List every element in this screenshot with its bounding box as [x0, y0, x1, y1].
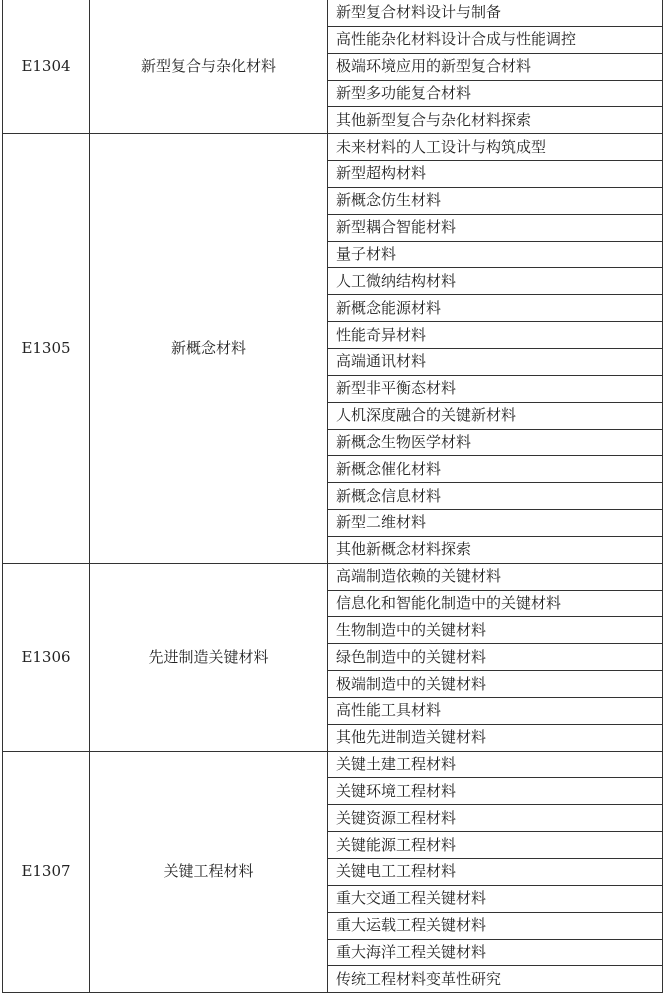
group-code: E1307 [3, 751, 90, 993]
subitem: 关键环境工程材料 [328, 778, 663, 805]
table-row [3, 134, 663, 161]
subitem: 未来材料的人工设计与构筑成型 [328, 134, 663, 161]
group-code: E1304 [3, 0, 90, 134]
subitem: 关键能源工程材料 [328, 832, 663, 859]
table-row [3, 563, 663, 590]
subitem: 重大海洋工程关键材料 [328, 939, 663, 966]
subitem: 其他先进制造关键材料 [328, 724, 663, 751]
subitem: 其他新型复合与杂化材料探索 [328, 107, 663, 134]
subitem: 高性能杂化材料设计合成与性能调控 [328, 26, 663, 53]
subitem: 关键电工工程材料 [328, 859, 663, 886]
subitem: 量子材料 [328, 241, 663, 268]
subitem: 传统工程材料变革性研究 [328, 966, 663, 993]
subitem: 新概念仿生材料 [328, 187, 663, 214]
table-row [3, 0, 663, 26]
subitem: 重大运载工程关键材料 [328, 912, 663, 939]
subitem: 关键资源工程材料 [328, 805, 663, 832]
group-name: 新概念材料 [90, 134, 328, 564]
subitem: 极端环境应用的新型复合材料 [328, 53, 663, 80]
subitem: 新型多功能复合材料 [328, 80, 663, 107]
classification-table [2, 0, 663, 993]
subitem: 新概念能源材料 [328, 295, 663, 322]
table-row [3, 751, 663, 778]
subitem: 重大交通工程关键材料 [328, 885, 663, 912]
classification-table-body [3, 0, 663, 993]
subitem: 新概念催化材料 [328, 456, 663, 483]
subitem: 高端制造依赖的关键材料 [328, 563, 663, 590]
subitem: 其他新概念材料探索 [328, 536, 663, 563]
group-name: 新型复合与杂化材料 [90, 0, 328, 134]
subitem: 性能奇异材料 [328, 322, 663, 349]
subitem: 新型非平衡态材料 [328, 375, 663, 402]
subitem: 新型复合材料设计与制备 [328, 0, 663, 26]
subitem: 新型超构材料 [328, 161, 663, 188]
subitem: 关键土建工程材料 [328, 751, 663, 778]
group-code: E1306 [3, 563, 90, 751]
subitem: 人机深度融合的关键新材料 [328, 402, 663, 429]
subitem: 绿色制造中的关键材料 [328, 644, 663, 671]
group-code: E1305 [3, 134, 90, 564]
group-name: 关键工程材料 [90, 751, 328, 993]
subitem: 新概念生物医学材料 [328, 429, 663, 456]
subitem: 极端制造中的关键材料 [328, 671, 663, 698]
subitem: 新型二维材料 [328, 510, 663, 537]
subitem: 生物制造中的关键材料 [328, 617, 663, 644]
subitem: 信息化和智能化制造中的关键材料 [328, 590, 663, 617]
group-name: 先进制造关键材料 [90, 563, 328, 751]
subitem: 新概念信息材料 [328, 483, 663, 510]
subitem: 新型耦合智能材料 [328, 214, 663, 241]
subitem: 高性能工具材料 [328, 697, 663, 724]
subitem: 高端通讯材料 [328, 348, 663, 375]
subitem: 人工微纳结构材料 [328, 268, 663, 295]
